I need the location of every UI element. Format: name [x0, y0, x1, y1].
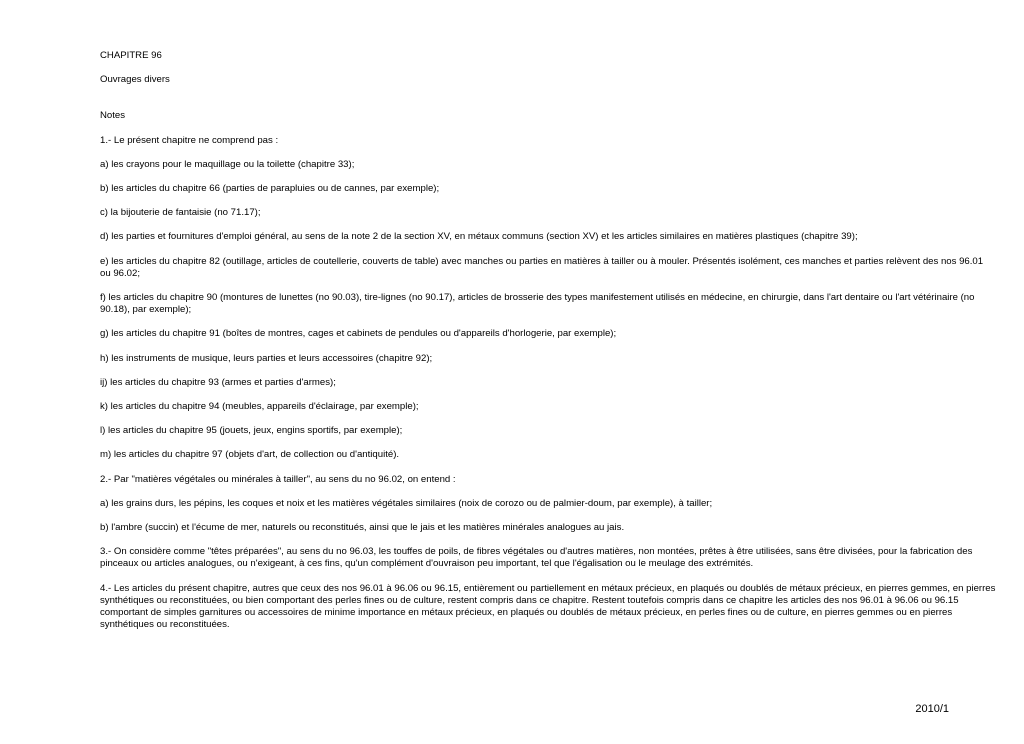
- note-1-item-m: m) les articles du chapitre 97 (objets d'art, de collection ou d'antiquité).: [100, 449, 400, 461]
- note-1-item-f: f) les articles du chapitre 90 (montures de lunettes (no 90.03), tire-lignes (no 90.17), articles de brosserie des types manifestement utilisés en médecine, en chirurgie, dans l'art dentaire ou l'art vétérinaire (no 90.18), par exemple);: [100, 292, 975, 316]
- note-1-item-l: l) les articles du chapitre 95 (jouets, jeux, engins sportifs, par exemple);: [100, 425, 403, 437]
- note-1-item-d: d) les parties et fournitures d'emploi général, au sens de la note 2 de la section XV, en métaux communs (section XV) et les articles similaires en matières plastiques (chapitre 39);: [100, 231, 858, 243]
- chapter-title: CHAPITRE 96: [100, 50, 162, 61]
- document-body: [100, 50, 996, 643]
- note-4: 4.- Les articles du présent chapitre, autres que ceux des nos 96.01 à 96.06 ou 96.15, entièrement ou partiellement en métaux précieux, en plaqués ou doublés de métaux précieux, en pierres gemmes, en pierres synthétiques ou reconstituées, ou bien comportant des perles fines ou de culture, restent compris dans ce chapitre. Restent toutefois compris dans ce chapitre les articles des nos 96.01 à 96.06 ou 96.15 comportant de simples garnitures ou accessoires de minime importance en métaux précieux, en plaqués ou doublés de métaux précieux, en perles fines ou de culture, en pierres gemmes ou en pierres synthétiques ou reconstituées.: [100, 582, 996, 631]
- chapter-subtitle: Ouvrages divers: [100, 74, 170, 86]
- note-2-intro: 2.- Par "matières végétales ou minérales à tailler", au sens du no 96.02, on entend :: [100, 473, 456, 485]
- note-3: 3.- On considère comme "têtes préparées", au sens du no 96.03, les touffes de poils, de fibres végétales ou d'autres matières, non montées, prêtes à être utilisées, sans être divisées, pour la fabrication des pinceaux ou articles analogues, ou n'exigeant, à ces fins, qu'un complément d'ouvraison peu important, tel que l'égalisation ou le meulage des extrémités.: [100, 546, 973, 570]
- page-number: 2010/1: [915, 703, 949, 715]
- notes-heading: Notes: [100, 110, 126, 122]
- note-1-item-c: c) la bijouterie de fantaisie (no 71.17);: [100, 207, 261, 219]
- note-2-item-b: b) l'ambre (succin) et l'écume de mer, naturels ou reconstitués, ainsi que le jais et les matières minérales analogues au jais.: [100, 522, 625, 534]
- note-1-item-h: h) les instruments de musique, leurs parties et leurs accessoires (chapitre 92);: [100, 352, 433, 364]
- note-2-item-a: a) les grains durs, les pépins, les coques et noix et les matières végétales similaires (noix de corozo ou de palmier-doum, par exemple), à tailler;: [100, 497, 713, 509]
- note-1-item-k: k) les articles du chapitre 94 (meubles, appareils d'éclairage, par exemple);: [100, 401, 419, 413]
- note-1-item-ij: ij) les articles du chapitre 93 (armes et parties d'armes);: [100, 376, 336, 388]
- note-1-item-g: g) les articles du chapitre 91 (boîtes de montres, cages et cabinets de pendules ou d'appareils d'horlogerie, par exemple);: [100, 328, 617, 340]
- note-1-item-e: e) les articles du chapitre 82 (outillage, articles de coutellerie, couverts de table) avec manches ou parties en matières à tailler ou à mouler. Présentés isolément, ces manches et parties relèvent des nos 96.01 ou 96.02;: [100, 255, 984, 279]
- note-1-intro: 1.- Le présent chapitre ne comprend pas :: [100, 134, 279, 146]
- note-1-item-b: b) les articles du chapitre 66 (parties de parapluies ou de cannes, par exemple);: [100, 183, 440, 195]
- note-1-item-a: a) les crayons pour le maquillage ou la toilette (chapitre 33);: [100, 158, 355, 170]
